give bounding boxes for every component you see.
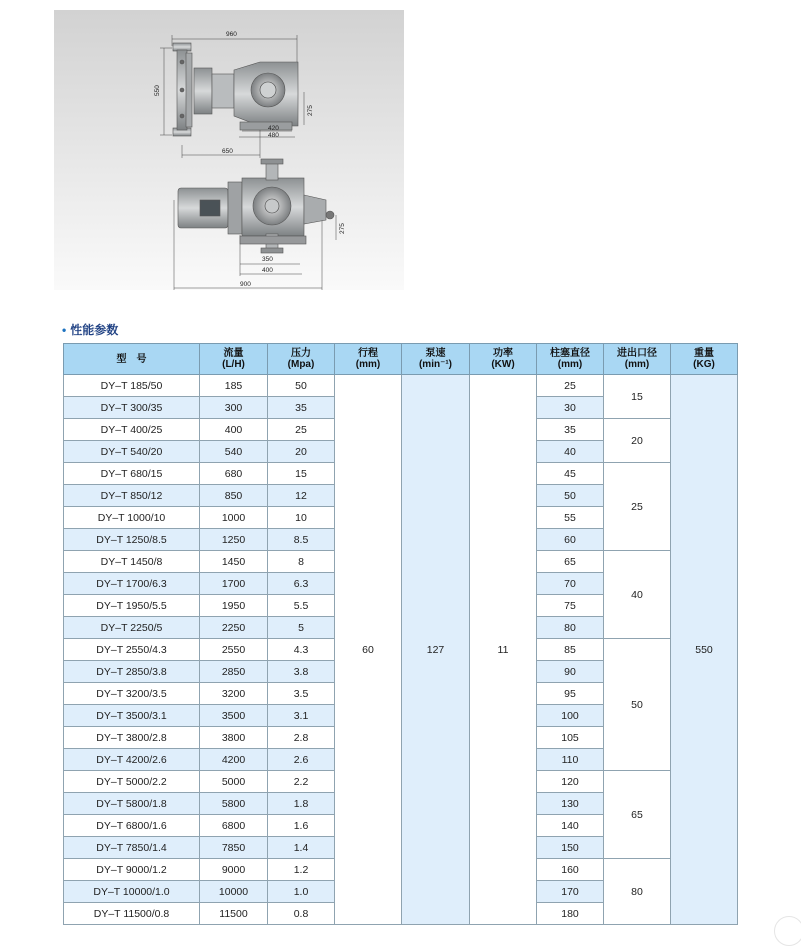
column-header-label: 流量 (223, 348, 244, 359)
port-diameter-cell: 65 (604, 771, 671, 859)
model-cell: DY–T 680/15 (64, 463, 200, 485)
model-cell: DY–T 9000/1.2 (64, 859, 200, 881)
plunger-diameter-cell: 50 (537, 485, 604, 507)
model-cell: DY–T 7850/1.4 (64, 837, 200, 859)
model-cell: DY–T 300/35 (64, 397, 200, 419)
plunger-diameter-cell: 30 (537, 397, 604, 419)
dim-label: 420 (268, 125, 279, 132)
table-row (64, 375, 738, 397)
flow-cell: 2850 (200, 661, 268, 683)
pump-speed-cell: 127 (402, 375, 470, 925)
performance-table (63, 343, 738, 925)
model-cell: DY–T 1950/5.5 (64, 595, 200, 617)
plunger-diameter-cell: 80 (537, 617, 604, 639)
pump-technical-drawing (54, 10, 404, 290)
plunger-diameter-cell: 170 (537, 881, 604, 903)
flow-cell: 1000 (200, 507, 268, 529)
pressure-cell: 25 (268, 419, 335, 441)
flow-cell: 4200 (200, 749, 268, 771)
dim-label: 650 (222, 148, 233, 155)
flow-cell: 680 (200, 463, 268, 485)
flow-cell: 3800 (200, 727, 268, 749)
model-cell: DY–T 540/20 (64, 441, 200, 463)
column-header (402, 344, 470, 375)
column-header-unit: (KW) (491, 359, 515, 370)
pressure-cell: 6.3 (268, 573, 335, 595)
section-title (62, 321, 118, 338)
pressure-cell: 15 (268, 463, 335, 485)
model-cell: DY–T 2550/4.3 (64, 639, 200, 661)
flow-cell: 2250 (200, 617, 268, 639)
model-cell: DY–T 6800/1.6 (64, 815, 200, 837)
column-header-label: 泵速 (425, 348, 446, 359)
port-diameter-cell: 80 (604, 859, 671, 925)
model-cell: DY–T 10000/1.0 (64, 881, 200, 903)
model-cell: DY–T 400/25 (64, 419, 200, 441)
pressure-cell: 1.8 (268, 793, 335, 815)
pressure-cell: 1.2 (268, 859, 335, 881)
plunger-diameter-cell: 110 (537, 749, 604, 771)
pressure-cell: 1.4 (268, 837, 335, 859)
dim-label: 960 (226, 31, 237, 38)
port-diameter-cell: 40 (604, 551, 671, 639)
model-cell: DY–T 3500/3.1 (64, 705, 200, 727)
weight-cell: 550 (671, 375, 738, 925)
flow-cell: 400 (200, 419, 268, 441)
pressure-cell: 2.6 (268, 749, 335, 771)
flow-cell: 11500 (200, 903, 268, 925)
dim-label: 480 (268, 132, 279, 139)
column-header (604, 344, 671, 375)
flow-cell: 1950 (200, 595, 268, 617)
dim-label: 275 (307, 105, 314, 116)
dim-label: 550 (154, 85, 161, 96)
plunger-diameter-cell: 40 (537, 441, 604, 463)
flow-cell: 6800 (200, 815, 268, 837)
bullet-icon: • (62, 323, 67, 337)
model-cell: DY–T 1000/10 (64, 507, 200, 529)
column-header-unit: (min⁻¹) (418, 359, 453, 370)
flow-cell: 5000 (200, 771, 268, 793)
port-diameter-cell: 15 (604, 375, 671, 419)
dim-label: 400 (262, 267, 273, 274)
pressure-cell: 3.8 (268, 661, 335, 683)
pressure-cell: 5.5 (268, 595, 335, 617)
dim-label: 350 (262, 256, 273, 263)
plunger-diameter-cell: 35 (537, 419, 604, 441)
column-header (470, 344, 537, 375)
dim-label: 275 (339, 223, 346, 234)
plunger-diameter-cell: 70 (537, 573, 604, 595)
plunger-diameter-cell: 160 (537, 859, 604, 881)
plunger-diameter-cell: 100 (537, 705, 604, 727)
column-header (200, 344, 268, 375)
pressure-cell: 1.0 (268, 881, 335, 903)
model-cell: DY–T 1250/8.5 (64, 529, 200, 551)
plunger-diameter-cell: 25 (537, 375, 604, 397)
column-header-label: 柱塞直径 (550, 348, 590, 359)
column-header-unit: (mm) (624, 359, 650, 370)
pressure-cell: 2.8 (268, 727, 335, 749)
plunger-diameter-cell: 105 (537, 727, 604, 749)
pressure-cell: 3.5 (268, 683, 335, 705)
model-cell: DY–T 850/12 (64, 485, 200, 507)
model-cell: DY–T 4200/2.6 (64, 749, 200, 771)
flow-cell: 185 (200, 375, 268, 397)
flow-cell: 9000 (200, 859, 268, 881)
plunger-diameter-cell: 60 (537, 529, 604, 551)
plunger-diameter-cell: 90 (537, 661, 604, 683)
pressure-cell: 3.1 (268, 705, 335, 727)
model-cell: DY–T 3200/3.5 (64, 683, 200, 705)
plunger-diameter-cell: 55 (537, 507, 604, 529)
column-header-unit: (Mpa) (287, 359, 315, 370)
pressure-cell: 1.6 (268, 815, 335, 837)
model-cell: DY–T 1450/8 (64, 551, 200, 573)
plunger-diameter-cell: 95 (537, 683, 604, 705)
model-cell: DY–T 185/50 (64, 375, 200, 397)
flow-cell: 1700 (200, 573, 268, 595)
column-header-unit: (mm) (355, 359, 381, 370)
flow-cell: 3500 (200, 705, 268, 727)
flow-cell: 7850 (200, 837, 268, 859)
flow-cell: 3200 (200, 683, 268, 705)
stroke-cell: 60 (335, 375, 402, 925)
column-header-unit: (KG) (693, 359, 715, 370)
flow-cell: 540 (200, 441, 268, 463)
plunger-diameter-cell: 120 (537, 771, 604, 793)
plunger-diameter-cell: 45 (537, 463, 604, 485)
pressure-cell: 5 (268, 617, 335, 639)
flow-cell: 300 (200, 397, 268, 419)
plunger-diameter-cell: 75 (537, 595, 604, 617)
column-header (64, 344, 200, 375)
plunger-diameter-cell: 65 (537, 551, 604, 573)
column-header-label: 功率 (493, 348, 513, 359)
pressure-cell: 8 (268, 551, 335, 573)
model-cell: DY–T 5000/2.2 (64, 771, 200, 793)
column-header-label: 型 号 (116, 353, 147, 365)
pressure-cell: 2.2 (268, 771, 335, 793)
plunger-diameter-cell: 140 (537, 815, 604, 837)
column-header (671, 344, 738, 375)
column-header-label: 行程 (358, 348, 378, 359)
column-header (537, 344, 604, 375)
column-header (335, 344, 402, 375)
pressure-cell: 8.5 (268, 529, 335, 551)
flow-cell: 5800 (200, 793, 268, 815)
port-diameter-cell: 20 (604, 419, 671, 463)
port-diameter-cell: 25 (604, 463, 671, 551)
column-header-unit: (L/H) (222, 359, 245, 370)
plunger-diameter-cell: 85 (537, 639, 604, 661)
plunger-diameter-cell: 150 (537, 837, 604, 859)
section-title-text: 性能参数 (70, 323, 119, 337)
pressure-cell: 35 (268, 397, 335, 419)
corner-decoration (774, 916, 801, 946)
pressure-cell: 4.3 (268, 639, 335, 661)
pressure-cell: 50 (268, 375, 335, 397)
model-cell: DY–T 2250/5 (64, 617, 200, 639)
model-cell: DY–T 2850/3.8 (64, 661, 200, 683)
flow-cell: 1450 (200, 551, 268, 573)
pressure-cell: 0.8 (268, 903, 335, 925)
flow-cell: 850 (200, 485, 268, 507)
model-cell: DY–T 5800/1.8 (64, 793, 200, 815)
flow-cell: 1250 (200, 529, 268, 551)
plunger-diameter-cell: 130 (537, 793, 604, 815)
flow-cell: 10000 (200, 881, 268, 903)
table-header-row (64, 344, 738, 375)
column-header-label: 进出口径 (617, 348, 657, 359)
column-header-label: 压力 (291, 348, 311, 359)
plunger-diameter-cell: 180 (537, 903, 604, 925)
power-cell: 11 (470, 375, 537, 925)
model-cell: DY–T 1700/6.3 (64, 573, 200, 595)
column-header (268, 344, 335, 375)
column-header-label: 重量 (694, 348, 714, 359)
dim-label: 900 (240, 281, 251, 288)
pressure-cell: 20 (268, 441, 335, 463)
port-diameter-cell: 50 (604, 639, 671, 771)
pressure-cell: 12 (268, 485, 335, 507)
flow-cell: 2550 (200, 639, 268, 661)
column-header-unit: (mm) (557, 359, 583, 370)
model-cell: DY–T 11500/0.8 (64, 903, 200, 925)
model-cell: DY–T 3800/2.8 (64, 727, 200, 749)
pressure-cell: 10 (268, 507, 335, 529)
